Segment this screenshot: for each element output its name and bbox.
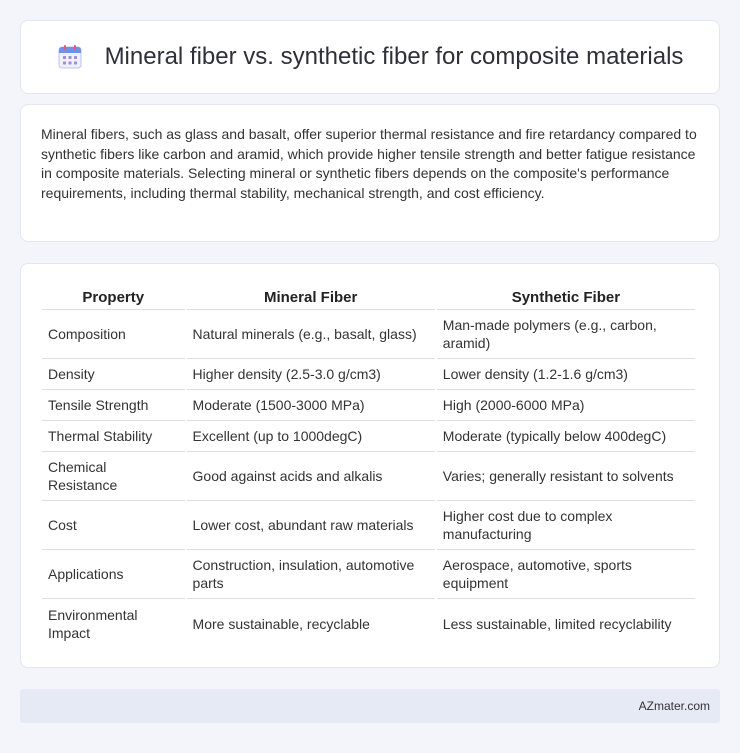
comparison-card	[20, 263, 720, 668]
mineral-cell: Natural minerals (e.g., basalt, glass)	[187, 310, 435, 359]
column-header-mineral: Mineral Fiber	[187, 284, 435, 310]
mineral-cell: Moderate (1500-3000 MPa)	[187, 390, 435, 421]
property-cell: Cost	[42, 501, 185, 550]
table-row	[42, 599, 695, 648]
column-header-property: Property	[42, 284, 185, 310]
synthetic-cell: Moderate (typically below 400degC)	[437, 421, 695, 452]
property-cell: Applications	[42, 550, 185, 599]
table-row	[42, 310, 695, 359]
footer-brand: AZmater.com	[638, 699, 710, 713]
table-row	[42, 421, 695, 452]
mineral-cell: Lower cost, abundant raw materials	[187, 501, 435, 550]
table-header-row	[42, 284, 695, 310]
property-cell: Tensile Strength	[42, 390, 185, 421]
property-cell: Environmental Impact	[48, 606, 138, 641]
synthetic-cell: Lower density (1.2-1.6 g/cm3)	[437, 359, 695, 390]
synthetic-cell: High (2000-6000 MPa)	[437, 390, 695, 421]
comparison-table	[40, 284, 697, 648]
synthetic-cell: Aerospace, automotive, sports equipment	[437, 550, 695, 599]
synthetic-cell: Less sustainable, limited recyclability	[442, 615, 672, 632]
table-row	[42, 452, 695, 501]
mineral-cell: Construction, insulation, automotive parts	[187, 550, 435, 599]
mineral-cell: Higher density (2.5-3.0 g/cm3)	[187, 359, 435, 390]
property-cell: Thermal Stability	[42, 421, 185, 452]
synthetic-cell: Higher cost due to complex manufacturing	[437, 501, 695, 550]
summary-card	[20, 104, 720, 242]
page-title: Mineral fiber vs. synthetic fiber for composite materials	[104, 43, 684, 70]
summary-text: Mineral fibers, such as glass and basalt, offer superior thermal resistance and fire retardancy compared to synthetic fibers like carbon and aramid, which provide higher tensile strength and better fatigue resistance in composite materials. Selecting mineral or synthetic fibers depends on the composite's performance requirements, including thermal stability, mechanical strength, and cost efficiency.	[41, 126, 697, 201]
mineral-cell: Excellent (up to 1000degC)	[187, 421, 435, 452]
table-row	[42, 550, 695, 599]
mineral-cell: Good against acids and alkalis	[187, 452, 435, 501]
synthetic-cell: Man-made polymers (e.g., carbon, aramid)	[437, 310, 695, 359]
mineral-cell: More sustainable, recyclable	[192, 615, 370, 632]
table-row	[42, 359, 695, 390]
property-cell: Chemical Resistance	[42, 452, 185, 501]
calendar-icon	[57, 44, 83, 70]
synthetic-cell: Varies; generally resistant to solvents	[437, 452, 695, 501]
column-header-synthetic: Synthetic Fiber	[437, 284, 695, 310]
property-cell: Density	[42, 359, 185, 390]
title-card	[20, 20, 720, 94]
table-row	[42, 501, 695, 550]
property-cell: Composition	[42, 310, 185, 359]
title-wrap	[57, 43, 684, 71]
footer-bar	[20, 689, 720, 723]
table-row	[42, 390, 695, 421]
